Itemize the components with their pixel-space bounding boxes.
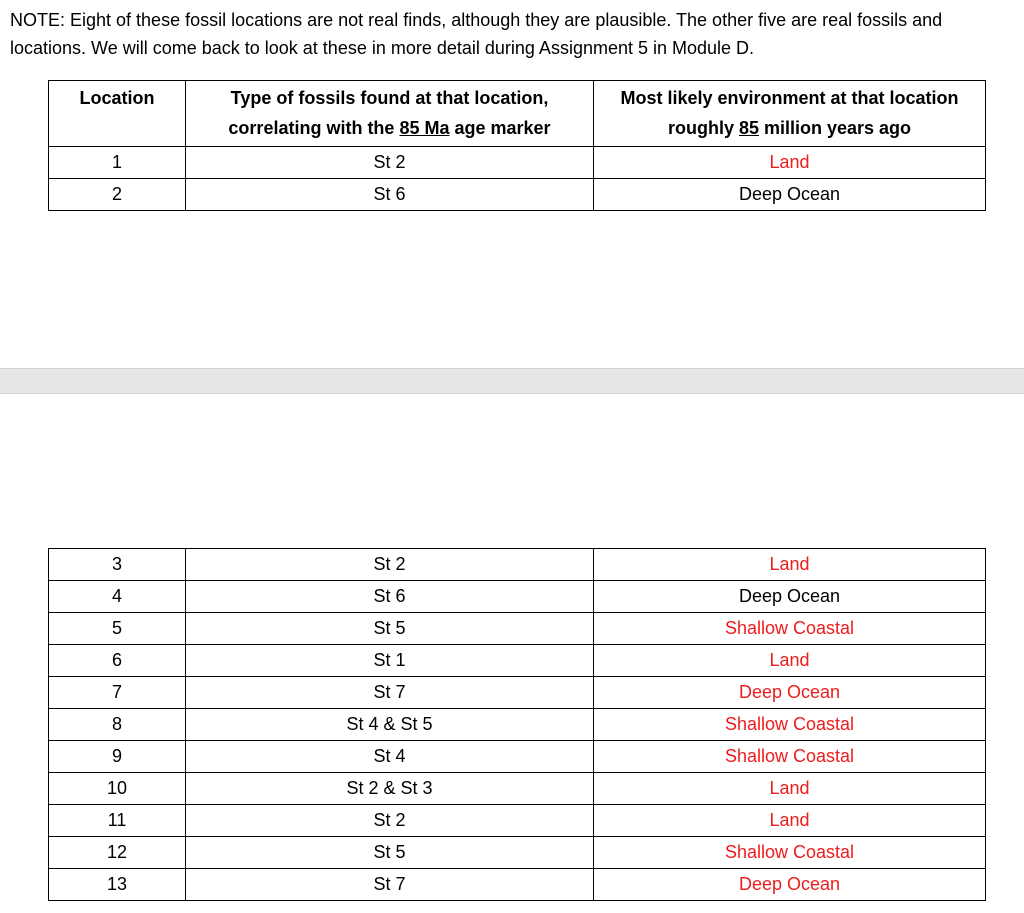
header-fossil-type-age-marker: 85 Ma xyxy=(399,118,450,138)
environment-cell: Land xyxy=(594,805,986,837)
location-cell: 9 xyxy=(49,741,186,773)
environment-cell: Shallow Coastal xyxy=(594,613,986,645)
fossil-type-cell: St 7 xyxy=(186,869,594,901)
table-row xyxy=(49,709,986,741)
fossil-type-cell: St 4 xyxy=(186,741,594,773)
environment-cell: Deep Ocean xyxy=(594,869,986,901)
location-cell: 2 xyxy=(49,179,186,211)
environment-cell: Land xyxy=(594,645,986,677)
fossil-type-cell: St 1 xyxy=(186,645,594,677)
location-cell: 5 xyxy=(49,613,186,645)
header-environment-age: 85 xyxy=(738,118,759,138)
fossil-type-cell: St 4 & St 5 xyxy=(186,709,594,741)
fossil-table-bottom xyxy=(48,548,986,901)
location-cell: 12 xyxy=(49,837,186,869)
location-cell: 6 xyxy=(49,645,186,677)
header-environment-line2-pre: roughly xyxy=(667,118,739,138)
table-row xyxy=(49,869,986,901)
location-cell: 3 xyxy=(49,549,186,581)
location-cell: 13 xyxy=(49,869,186,901)
table-row xyxy=(49,645,986,677)
fossil-type-cell: St 2 xyxy=(186,549,594,581)
table-row xyxy=(49,549,986,581)
note-paragraph: NOTE: Eight of these fossil locations are not real finds, although they are plausible. The other five are real fossils and locations. We will come back to look at these in more detail during Assignment 5 in Module D. xyxy=(10,10,943,58)
environment-cell: Deep Ocean xyxy=(594,677,986,709)
table-row xyxy=(49,613,986,645)
location-cell: 1 xyxy=(49,147,186,179)
environment-cell: Land xyxy=(594,549,986,581)
fossil-type-cell: St 5 xyxy=(186,613,594,645)
fossil-type-cell: St 7 xyxy=(186,677,594,709)
environment-cell: Shallow Coastal xyxy=(594,741,986,773)
table-header-row xyxy=(49,81,986,147)
page-break-gap xyxy=(0,368,1024,394)
fossil-type-cell: St 5 xyxy=(186,837,594,869)
header-fossil-type-line2-pre: correlating with the xyxy=(228,118,400,138)
header-location: Location xyxy=(49,81,186,147)
environment-cell: Deep Ocean xyxy=(594,179,986,211)
header-fossil-type-line2-post: age marker xyxy=(449,118,551,138)
location-cell: 11 xyxy=(49,805,186,837)
fossil-type-cell: St 6 xyxy=(186,179,594,211)
header-fossil-type xyxy=(186,81,594,147)
environment-cell: Deep Ocean xyxy=(594,581,986,613)
header-environment-line1: Most likely environment at that location xyxy=(620,88,959,108)
table-row xyxy=(49,773,986,805)
table-row xyxy=(49,677,986,709)
environment-cell: Shallow Coastal xyxy=(594,709,986,741)
fossil-type-cell: St 2 xyxy=(186,805,594,837)
fossil-type-cell: St 2 xyxy=(186,147,594,179)
location-cell: 8 xyxy=(49,709,186,741)
environment-cell: Shallow Coastal xyxy=(594,837,986,869)
header-environment-line2-post: million years ago xyxy=(758,118,912,138)
environment-cell: Land xyxy=(594,147,986,179)
location-cell: 7 xyxy=(49,677,186,709)
header-fossil-type-line1: Type of fossils found at that location, xyxy=(230,88,549,108)
location-cell: 4 xyxy=(49,581,186,613)
fossil-type-cell: St 6 xyxy=(186,581,594,613)
fossil-table-top xyxy=(48,80,986,211)
table-row xyxy=(49,179,986,211)
location-cell: 10 xyxy=(49,773,186,805)
environment-cell: Land xyxy=(594,773,986,805)
table-row xyxy=(49,741,986,773)
table-row xyxy=(49,581,986,613)
header-environment xyxy=(594,81,986,147)
table-row xyxy=(49,805,986,837)
table-row xyxy=(49,837,986,869)
fossil-type-cell: St 2 & St 3 xyxy=(186,773,594,805)
table-row xyxy=(49,147,986,179)
